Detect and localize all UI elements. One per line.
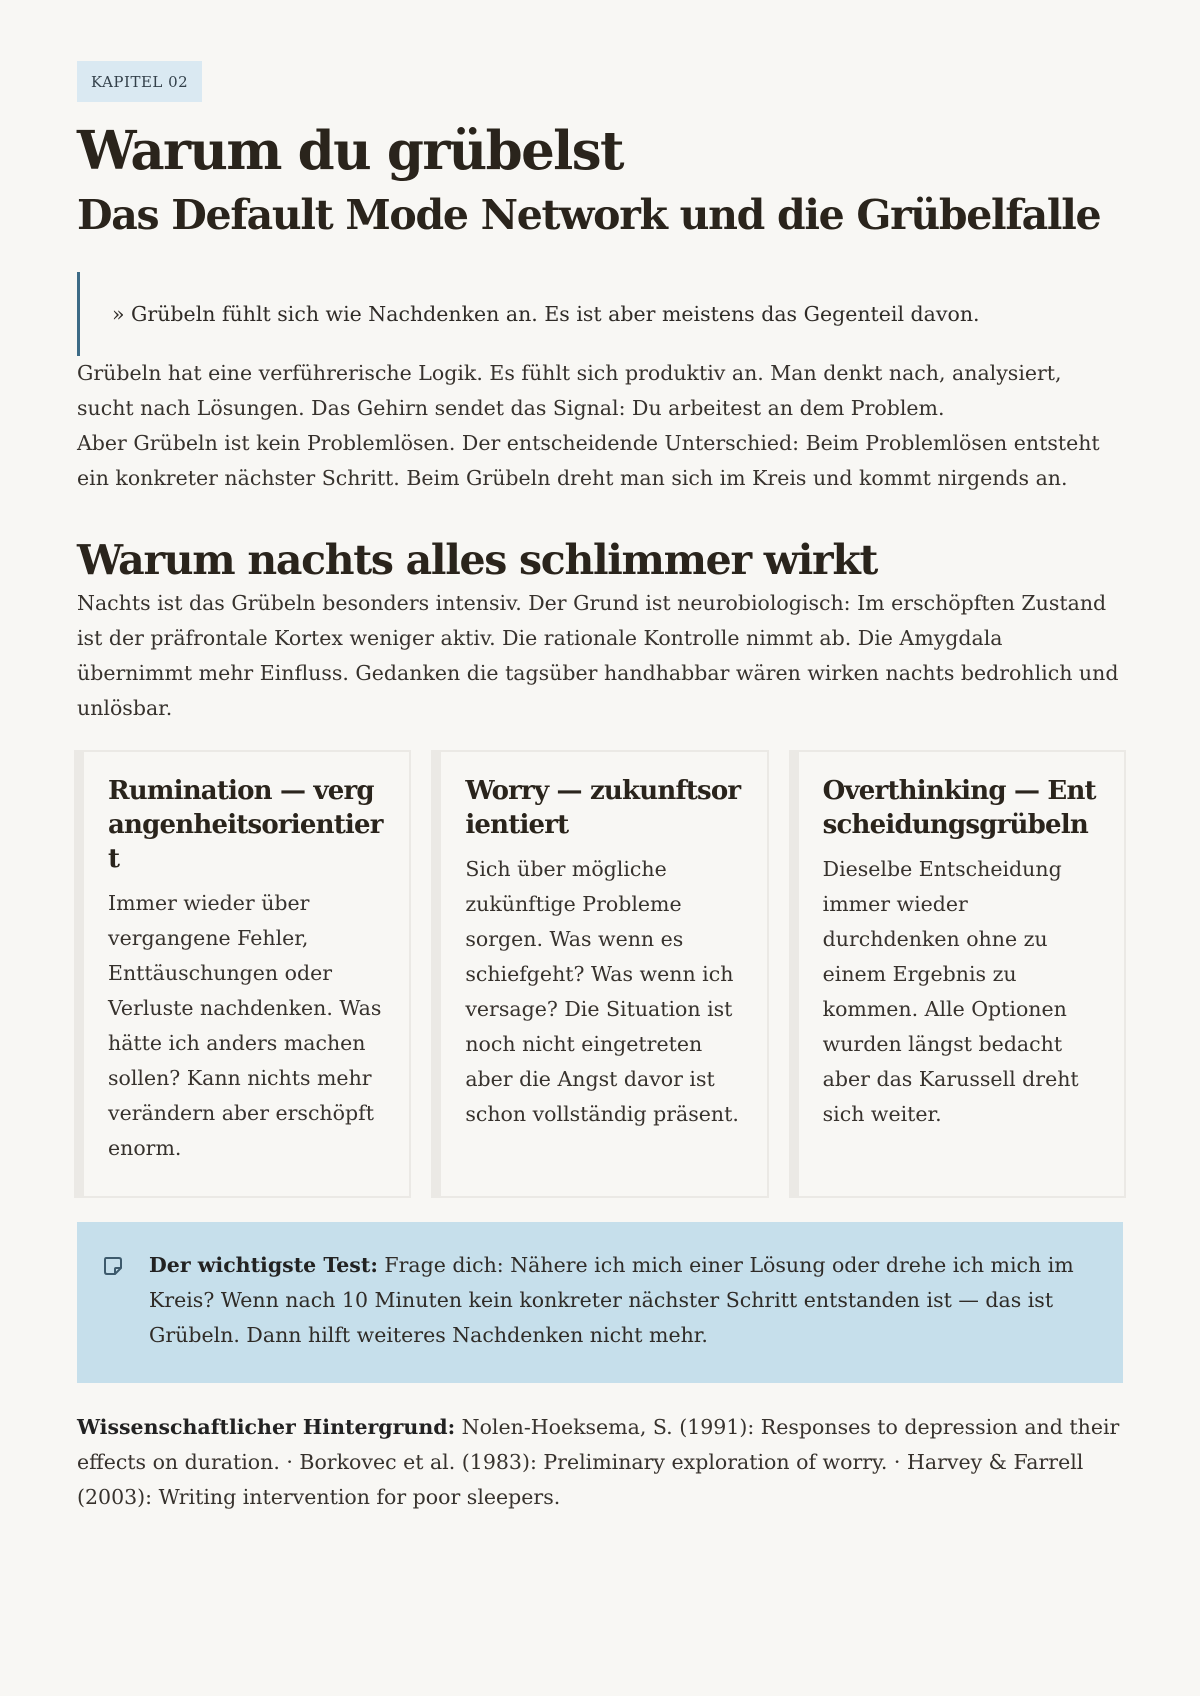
pull-quote: » Grübeln fühlt sich wie Nachdenken an. Es ist aber meistens das Gegenteil davon. (77, 272, 1123, 356)
page-subtitle: Das Default Mode Network und die Grübelfalle (77, 191, 1101, 239)
tip-callout (77, 1222, 1123, 1383)
references-body: Nolen-Hoeksema, S. (1991): Responses to depression and their effects on duration. · Borkovec et al. (1983): Preliminary exploration of worry. · Harvey & Farrell (2003): Writing intervention for poor sleepers. (77, 1415, 1120, 1509)
references (77, 1410, 1123, 1515)
card-title: Overthinking — Entscheidungsgrübeln (822, 776, 1096, 840)
callout-body: Frage dich: Nähere ich mich einer Lösung oder drehe ich mich im Kreis? Wenn nach 10 Minuten kein konkreter nächster Schritt entstanden ist — das ist Grübeln. Dann hilft weiteres Nachdenken nicht mehr. (149, 1253, 1074, 1347)
card-text: Sich über mögliche zukünftige Probleme sorgen. Was wenn es schiefgeht? Was wenn ich versage? Die Situation ist noch nicht eingetreten aber die Angst davor ist schon vollständig präsent. (465, 857, 739, 1126)
section-heading: Warum nachts alles schlimmer wirkt (77, 536, 878, 584)
page-title: Warum du grübelst (77, 120, 623, 182)
intro-paragraph-1: Grübeln hat eine verführerische Logik. Es fühlt sich produktiv an. Man denkt nach, analysiert, sucht nach Lösungen. Das Gehirn sendet das Signal: Du arbeitest an dem Problem. (77, 361, 1062, 420)
card-rumination (74, 750, 411, 1198)
card-worry (431, 750, 768, 1198)
callout-text (149, 1253, 1074, 1347)
card-grid (74, 750, 1126, 1198)
intro-paragraph-2: Aber Grübeln ist kein Problemlösen. Der entscheidende Unterschied: Beim Problemlösen entsteht ein konkreter nächster Schritt. Beim Grübeln dreht man sich im Kreis und kommt nirgends an. (77, 431, 1100, 490)
card-title: Rumination — vergangenheitsorientiert (108, 776, 383, 874)
card-text: Dieselbe Entscheidung immer wieder durchdenken ohne zu einem Ergebnis zu kommen. Alle Optionen wurden längst bedacht aber das Karussell dreht sich weiter. (822, 857, 1079, 1126)
card-text: Immer wieder über vergangene Fehler, Enttäuschungen oder Verluste nachdenken. Was hätte ich anders machen sollen? Kann nichts mehr verändern aber erschöpft enorm. (108, 891, 382, 1160)
note-icon (102, 1255, 124, 1277)
callout-label: Der wichtigste Test: (149, 1253, 378, 1277)
card-overthinking (789, 750, 1126, 1198)
card-title: Worry — zukunftsorientiert (465, 776, 741, 840)
section-paragraph: Nachts ist das Grübeln besonders intensiv. Der Grund ist neurobiologisch: Im erschöpften Zustand ist der präfrontale Kortex weniger aktiv. Die rationale Kontrolle nimmt ab. Die Amygdala übernimmt mehr Einfluss. Gedanken die tagsüber handhabbar wären wirken nachts bedrohlich und unlösbar. (77, 591, 1119, 720)
references-label: Wissenschaftlicher Hintergrund: (77, 1415, 456, 1439)
chapter-badge: KAPITEL 02 (77, 61, 202, 102)
